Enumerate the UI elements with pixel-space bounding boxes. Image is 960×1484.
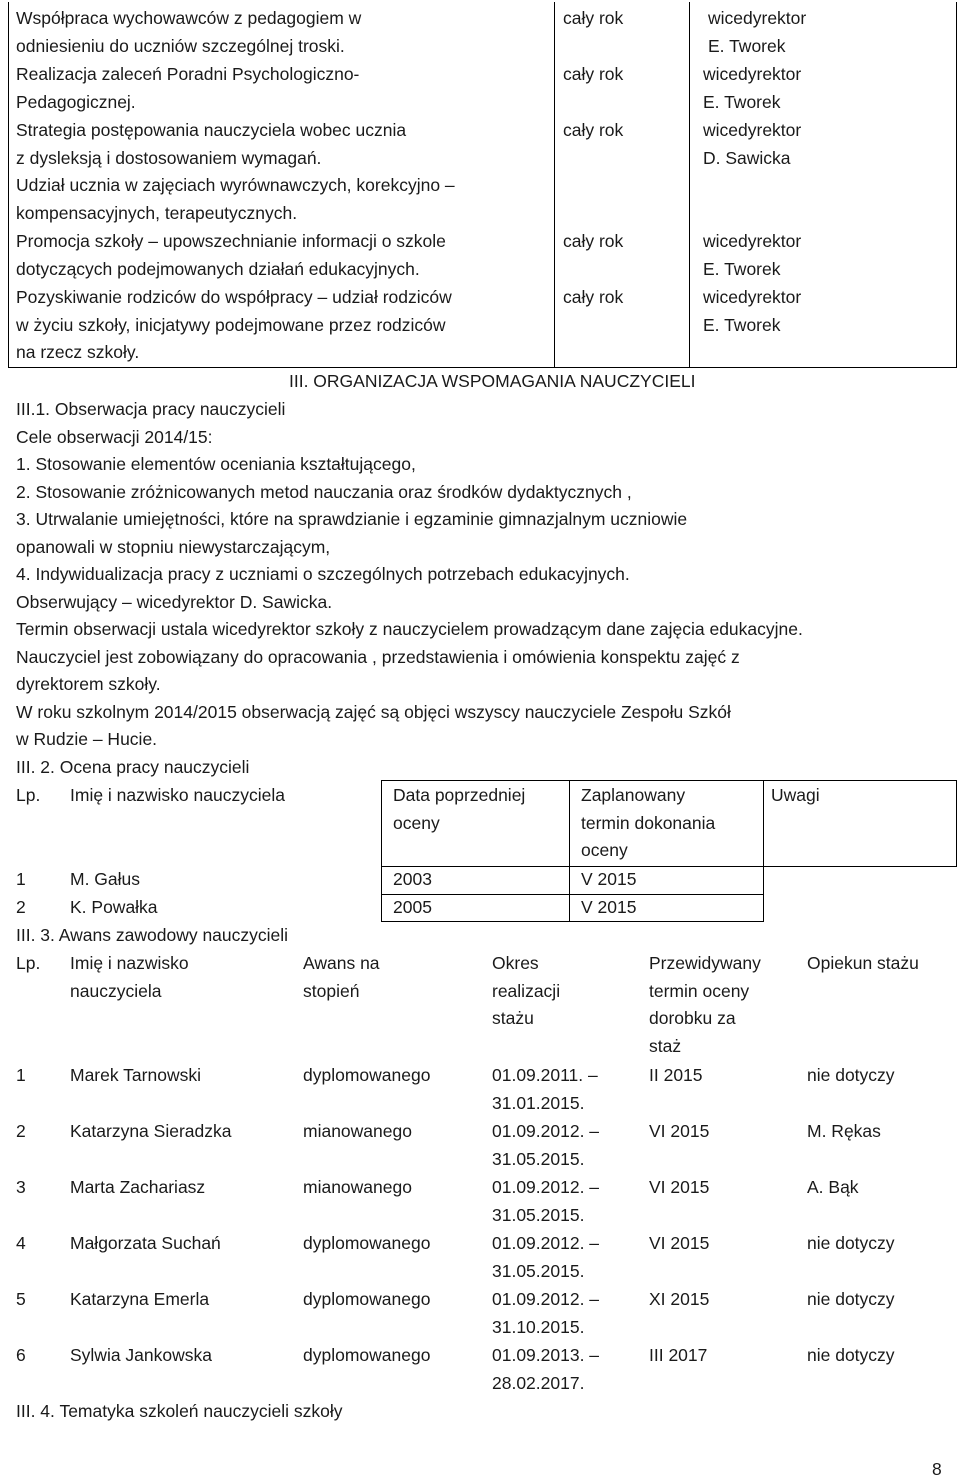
responsible-name: D. Sawicka [703, 147, 791, 168]
table-divider-1 [554, 2, 555, 368]
col-header-name: Imię i nazwisko nauczyciela [70, 785, 285, 805]
responsible-name: E. Tworek [708, 35, 786, 56]
task-text: Promocja szkoły – upowszechnianie informacji o szkole [16, 231, 446, 251]
grade-table-divider [569, 780, 570, 922]
col-header-eval-term [649, 950, 761, 1060]
cell-lp: 2 [16, 1121, 26, 1141]
header-line: realizacji [492, 980, 561, 1001]
header-line: nauczyciela [70, 980, 162, 1001]
header-line: Imię i nazwisko [70, 953, 189, 973]
grade-table-row-line [381, 921, 764, 922]
responsible-role: wicedyrektor [703, 231, 802, 251]
col-header-planned [581, 782, 715, 865]
period-end: 31.05.2015. [492, 1260, 585, 1281]
col-header-lp: Lp. [16, 953, 41, 973]
responsible-name: E. Tworek [703, 91, 781, 112]
header-line: Zaplanowany [581, 785, 686, 805]
header-line: termin oceny [649, 980, 750, 1001]
cell-eval-term: VI 2015 [649, 1233, 710, 1253]
cell-name: Katarzyna Emerla [70, 1289, 210, 1309]
task-row-4 [16, 228, 446, 283]
period-end: 31.05.2015. [492, 1204, 585, 1225]
col-header-degree [303, 950, 380, 1005]
cell-mentor: M. Rękas [807, 1121, 881, 1141]
grade-table-border-right [956, 780, 957, 867]
cell-name: M. Gałus [70, 869, 141, 889]
task-row-1 [16, 5, 361, 60]
cell-lp: 1 [16, 869, 26, 889]
header-line: Data poprzedniej [393, 785, 526, 805]
cell-prev-date: 2005 [393, 897, 432, 917]
period-end: 28.02.2017. [492, 1372, 585, 1393]
cell-eval-term: III 2017 [649, 1345, 708, 1365]
responsible-cell [703, 61, 801, 116]
period-end: 31.10.2015. [492, 1316, 585, 1337]
cell-name: K. Powałka [70, 897, 158, 917]
paragraph-line: W roku szkolnym 2014/2015 obserwacją zajęć są objęci wszyscy nauczyciele Zespołu Szkół [16, 701, 731, 722]
task-text: dotyczących podejmowanych działań edukacyjnych. [16, 258, 420, 279]
cell-name: Katarzyna Sieradzka [70, 1121, 232, 1141]
subsection-heading: III.1. Obserwacja pracy nauczycieli [16, 399, 286, 419]
table-border-right [956, 2, 957, 368]
term-cell: cały rok [563, 231, 624, 251]
col-header-period [492, 950, 560, 1033]
cell-mentor: A. Bąk [807, 1177, 859, 1197]
header-line: Przewidywany [649, 953, 761, 973]
cell-name: Marta Zachariasz [70, 1177, 206, 1197]
grade-table-row-line [381, 894, 764, 895]
period-start: 01.09.2012. – [492, 1289, 600, 1309]
header-line: oceny [393, 812, 440, 833]
body-text [16, 396, 803, 781]
responsible-cell [703, 284, 801, 339]
period-end: 31.01.2015. [492, 1092, 585, 1113]
cell-name: Marek Tarnowski [70, 1065, 201, 1085]
header-line: staż [649, 1035, 682, 1056]
cell-mentor: nie dotyczy [807, 1065, 895, 1085]
subsection-heading: III. 4. Tematyka szkoleń nauczycieli szkoły [16, 1401, 343, 1421]
responsible-role: wicedyrektor [703, 64, 802, 84]
period-start: 01.09.2011. – [492, 1065, 598, 1085]
header-line: stopień [303, 980, 360, 1001]
cell-period [492, 1342, 599, 1397]
col-header-prev-date [393, 782, 525, 837]
cell-degree: dyplomowanego [303, 1233, 431, 1253]
list-item: 2. Stosowanie zróżnicowanych metod nauczania oraz środków dydaktycznych , [16, 481, 632, 502]
section-heading: III. ORGANIZACJA WSPOMAGANIA NAUCZYCIELI [289, 371, 696, 391]
cell-planned: V 2015 [581, 869, 637, 889]
responsible-role: wicedyrektor [703, 120, 802, 140]
table-border-left [8, 2, 9, 368]
responsible-name: E. Tworek [703, 258, 781, 279]
task-text: Pozyskiwanie rodziców do współpracy – udział rodziców [16, 287, 452, 307]
header-line: Awans na [303, 953, 380, 973]
task-text: Strategia postępowania nauczyciela wobec ucznia [16, 120, 407, 140]
task-row-2 [16, 61, 359, 116]
cell-mentor: nie dotyczy [807, 1233, 895, 1253]
paragraph-line: Cele obserwacji 2014/15: [16, 426, 213, 447]
responsible-name: E. Tworek [703, 314, 781, 335]
cell-eval-term: VI 2015 [649, 1121, 710, 1141]
task-text: Pedagogicznej. [16, 91, 136, 112]
header-line: stażu [492, 1008, 534, 1028]
responsible-cell [708, 5, 806, 60]
task-text: na rzecz szkoły. [16, 342, 140, 362]
page-number: 8 [932, 1459, 942, 1479]
cell-degree: dyplomowanego [303, 1065, 431, 1085]
list-item-continuation: opanowali w stopniu niewystarczającym, [16, 536, 331, 557]
responsible-cell [703, 228, 801, 283]
period-start: 01.09.2012. – [492, 1233, 600, 1253]
cell-eval-term: II 2015 [649, 1065, 703, 1085]
header-line: Okres [492, 953, 539, 973]
col-header-name [70, 950, 189, 1005]
cell-planned: V 2015 [581, 897, 637, 917]
header-line: oceny [581, 840, 628, 860]
col-header-lp: Lp. [16, 785, 41, 805]
grade-table-divider [381, 780, 382, 922]
cell-eval-term: VI 2015 [649, 1177, 710, 1197]
cell-lp: 6 [16, 1345, 26, 1365]
cell-period [492, 1062, 598, 1117]
task-text: odniesieniu do uczniów szczególnej troski. [16, 35, 345, 56]
col-header-notes: Uwagi [771, 785, 820, 805]
list-item: 4. Indywidualizacja pracy z uczniami o szczególnych potrzebach edukacyjnych. [16, 564, 630, 584]
term-cell: cały rok [563, 64, 624, 84]
period-start: 01.09.2012. – [492, 1121, 600, 1141]
cell-prev-date: 2003 [393, 869, 432, 889]
period-start: 01.09.2013. – [492, 1345, 600, 1365]
task-text: Realizacja zaleceń Poradni Psychologiczno- [16, 64, 360, 84]
cell-name: Małgorzata Suchań [70, 1233, 221, 1253]
paragraph-line: Obserwujący – wicedyrektor D. Sawicka. [16, 591, 333, 612]
cell-degree: dyplomowanego [303, 1345, 431, 1365]
responsible-cell [703, 117, 801, 172]
task-text: Współpraca wychowawców z pedagogiem w [16, 8, 362, 28]
grade-table-divider [763, 780, 764, 922]
col-header-mentor: Opiekun stażu [807, 953, 919, 973]
task-text: Udział ucznia w zajęciach wyrównawczych, korekcyjno – [16, 175, 455, 195]
cell-eval-term: XI 2015 [649, 1289, 710, 1309]
cell-lp: 4 [16, 1233, 26, 1253]
responsible-role: wicedyrektor [703, 287, 802, 307]
list-item: 3. Utrwalanie umiejętności, które na sprawdzianie i egzaminie gimnazjalnym uczniowie [16, 509, 688, 529]
grade-table-header-line [381, 866, 957, 867]
paragraph-line: Termin obserwacji ustala wicedyrektor szkoły z nauczycielem prowadzącym dane zajęcia edukacyjne. [16, 619, 803, 639]
task-row-5 [16, 284, 452, 367]
cell-period [492, 1230, 599, 1285]
table-divider-2 [689, 2, 690, 368]
header-line: termin dokonania [581, 812, 716, 833]
term-cell: cały rok [563, 287, 624, 307]
cell-name: Sylwia Jankowska [70, 1345, 212, 1365]
cell-period [492, 1286, 599, 1341]
task-text: z dysleksją i dostosowaniem wymagań. [16, 147, 322, 168]
subsection-heading: III. 3. Awans zawodowy nauczycieli [16, 925, 289, 945]
cell-period [492, 1118, 599, 1173]
cell-lp: 1 [16, 1065, 26, 1085]
cell-mentor: nie dotyczy [807, 1345, 895, 1365]
paragraph-line: dyrektorem szkoły. [16, 674, 161, 694]
paragraph-line: w Rudzie – Hucie. [16, 729, 158, 749]
header-line: dorobku za [649, 1008, 736, 1028]
cell-period [492, 1174, 599, 1229]
cell-lp: 5 [16, 1289, 26, 1309]
task-text: w życiu szkoły, inicjatywy podejmowane przez rodziców [16, 314, 446, 335]
list-item: 1. Stosowanie elementów oceniania kształtującego, [16, 454, 416, 474]
paragraph-line: Nauczyciel jest zobowiązany do opracowania , przedstawienia i omówienia konspektu zajęć z [16, 646, 740, 667]
cell-lp: 2 [16, 897, 26, 917]
subsection-heading: III. 2. Ocena pracy nauczycieli [16, 756, 250, 777]
task-row-3 [16, 117, 455, 227]
task-text: kompensacyjnych, terapeutycznych. [16, 202, 298, 223]
cell-degree: mianowanego [303, 1177, 412, 1197]
cell-mentor: nie dotyczy [807, 1289, 895, 1309]
responsible-role: wicedyrektor [708, 8, 807, 28]
cell-degree: mianowanego [303, 1121, 412, 1141]
period-start: 01.09.2012. – [492, 1177, 600, 1197]
period-end: 31.05.2015. [492, 1148, 585, 1169]
term-cell: cały rok [563, 8, 624, 28]
cell-degree: dyplomowanego [303, 1289, 431, 1309]
grade-table-border-top [381, 780, 957, 781]
cell-lp: 3 [16, 1177, 26, 1197]
term-cell: cały rok [563, 120, 624, 140]
